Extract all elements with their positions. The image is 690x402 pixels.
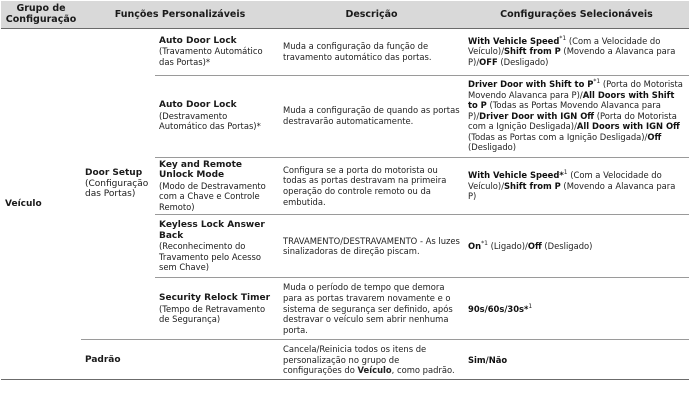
settings-cell: [464, 215, 689, 278]
setting-option: OFF: [479, 56, 498, 67]
setting-option: Off: [647, 131, 662, 142]
setting-text: (Movendo a Alavanca para P): [468, 180, 676, 202]
header-functions: Funções Personalizáveis: [81, 1, 279, 28]
description-cell: Muda a configuração de quando as portas destravarão automaticamente.: [279, 75, 464, 157]
function-subtitle: (Destravamento Automático das Portas)*: [159, 110, 261, 132]
description-emphasis: Veículo: [357, 365, 392, 376]
setting-text: (Porta do Motorista Movendo Alavanca para P)/: [468, 78, 683, 100]
setting-option: 90s/60s/30s*: [468, 303, 529, 314]
table-header-row: [1, 1, 689, 28]
function-subtitle: (Reconhecimento do Travamento pelo Acesso sem Chave): [159, 241, 262, 273]
setting-text: (Ligado)/: [487, 241, 528, 252]
setting-option: Driver Door with IGN Off: [479, 110, 595, 121]
setting-text: (Movendo a Alavanca para P)/: [468, 46, 676, 67]
function-cell: [155, 28, 279, 75]
description-cell: Muda a configuração da função de travamento automático das portas.: [279, 28, 464, 75]
setting-text: (Desligado): [468, 142, 517, 153]
footnote-marker: 1: [563, 169, 568, 177]
description-cell: Configura se a porta do motorista ou todas as portas destravam na primeira operação do controle remoto ou da embutida.: [279, 157, 464, 215]
footnote-marker: *1: [481, 240, 488, 248]
header-description: Descrição: [279, 1, 464, 28]
footnote-marker: *1: [559, 34, 567, 42]
default-cell: [81, 340, 279, 380]
door-setup-subtitle: (Configuração das Portas): [85, 178, 149, 200]
door-setup-title: Door Setup: [85, 168, 143, 179]
description-text: Cancela/Reinicia todos os itens de personalização no grupo de configurações do: [283, 344, 427, 376]
function-subtitle: (Modo de Destravamento com a Chave e Controle Remoto): [159, 180, 266, 212]
setting-text: (Desligado): [497, 56, 549, 67]
setting-option: Shift from P: [504, 46, 561, 57]
settings-cell: [464, 157, 689, 215]
setting-option: With Vehicle Speed*: [468, 170, 564, 181]
setting-option: With Vehicle Speed: [468, 35, 560, 46]
setting-option: Shift from P: [504, 180, 561, 191]
setting-text: (Com a Velocidade do Veículo)/: [468, 170, 662, 191]
settings-cell: [464, 28, 689, 75]
function-subtitle: (Tempo de Retravamento de Segurança): [159, 303, 266, 325]
function-subtitle: (Travamento Automático das Portas)*: [159, 46, 263, 67]
settings-table: [1, 1, 689, 380]
header-settings: Configurações Selecionáveis: [464, 1, 689, 28]
setting-text: (Todas as Portas com a Ignição Desligada)/: [468, 131, 648, 142]
door-setup-cell: [81, 28, 155, 340]
description-cell: [279, 340, 464, 380]
function-title: Auto Door Lock: [159, 100, 237, 111]
function-cell: [155, 278, 279, 340]
footnote-marker: 1: [528, 302, 533, 310]
function-cell: [155, 75, 279, 157]
setting-text: (Desligado): [541, 241, 593, 252]
function-title: Auto Door Lock: [159, 35, 237, 46]
setting-option: Sim/Não: [468, 354, 508, 365]
setting-text: (Porta do Motorista com a Ignição Desligada)/: [468, 110, 677, 132]
setting-option: Off: [527, 241, 542, 252]
setting-text: (Com a Velocidade do Veículo)/: [468, 35, 661, 57]
function-title: Security Relock Timer: [159, 293, 271, 304]
function-cell: [155, 215, 279, 278]
table-row-default: [1, 340, 689, 380]
setting-option: Driver Door with Shift to P: [468, 78, 594, 89]
default-title: Padrão: [85, 354, 121, 365]
settings-cell: [464, 278, 689, 340]
settings-cell: [464, 340, 689, 380]
function-title: Key and Remote Unlock Mode: [159, 159, 242, 181]
description-cell: TRAVAMENTO/DESTRAVAMENTO - As luzes sinalizadoras de direção piscam.: [279, 215, 464, 278]
description-text: , como padrão.: [391, 365, 455, 376]
group-vehicle: Veículo: [1, 28, 81, 380]
description-cell: Muda o período de tempo que demora para as portas travarem novamente e o sistema de segurança ser definido, após destravar o veículo sem abrir nenhuma porta.: [279, 278, 464, 340]
setting-option: All Doors with Shift to P: [468, 89, 675, 111]
table-row: [1, 28, 689, 75]
function-cell: [155, 157, 279, 215]
footnote-marker: *1: [593, 78, 601, 86]
setting-text: (Todas as Portas Movendo Alavanca para P)/: [468, 100, 661, 121]
settings-cell: [464, 75, 689, 157]
setting-option: All Doors with IGN Off: [576, 121, 680, 132]
header-group: Grupo de Configuração: [1, 1, 81, 28]
function-title: Keyless Lock Answer Back: [159, 219, 265, 241]
setting-option: On: [468, 241, 482, 252]
